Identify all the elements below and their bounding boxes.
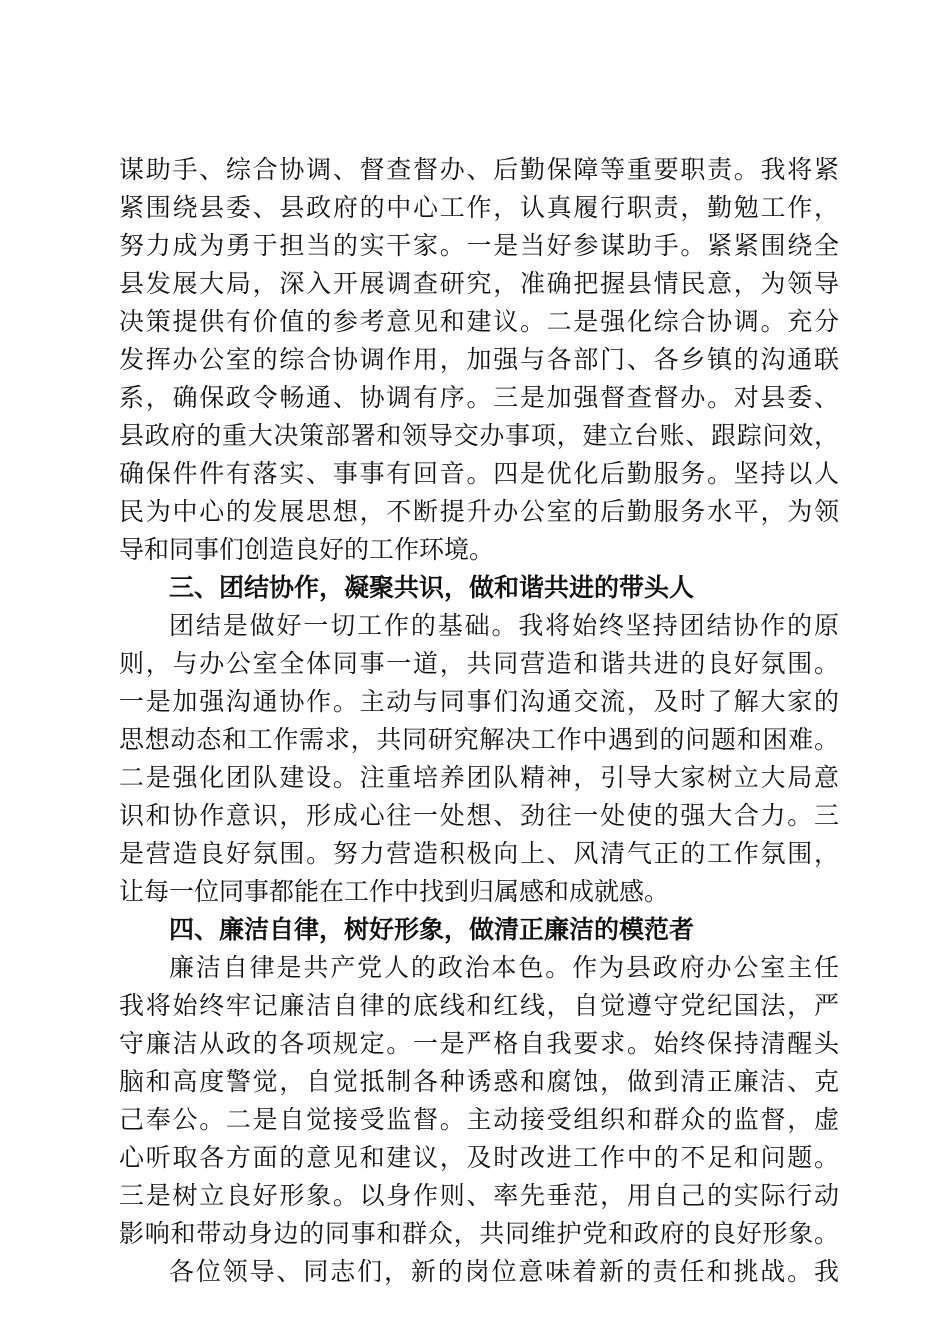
paragraph-line: 三是树立良好形象。以身作则、率先垂范，用自己的实际行动 <box>119 1181 839 1210</box>
paragraph-line: 守廉洁从政的各项规定。一是严格自我要求。始终保持清醒头 <box>119 1029 839 1058</box>
paragraph-line: 确保件件有落实、事事有回音。四是优化后勤服务。坚持以人 <box>119 459 839 488</box>
paragraph-line: 努力成为勇于担当的实干家。一是当好参谋助手。紧紧围绕全 <box>119 231 839 260</box>
paragraph-line: 谋助手、综合协调、督查督办、后勤保障等重要职责。我将紧 <box>119 155 839 184</box>
paragraph-line: 系，确保政令畅通、协调有序。三是加强督查督办。对县委、 <box>119 383 839 412</box>
paragraph-line: 决策提供有价值的参考意见和建议。二是强化综合协调。充分 <box>119 307 839 336</box>
paragraph-line: 我将始终牢记廉洁自律的底线和红线，自觉遵守党纪国法，严 <box>119 991 839 1020</box>
paragraph-line: 各位领导、同志们，新的岗位意味着新的责任和挑战。我 <box>169 1257 839 1286</box>
paragraph-line: 县政府的重大决策部署和领导交办事项，建立台账、跟踪问效， <box>119 421 839 450</box>
section-heading-3: 三、团结协作，凝聚共识，做和谐共进的带头人 <box>169 573 695 602</box>
paragraph-line: 紧围绕县委、县政府的中心工作，认真履行职责，勤勉工作， <box>119 193 839 222</box>
paragraph-line: 二是强化团队建设。注重培养团队精神，引导大家树立大局意 <box>119 763 839 792</box>
paragraph-line: 脑和高度警觉，自觉抵制各种诱惑和腐蚀，做到清正廉洁、克 <box>119 1067 839 1096</box>
paragraph-line: 则，与办公室全体同事一道，共同营造和谐共进的良好氛围。 <box>119 649 839 678</box>
paragraph-line: 是营造良好氛围。努力营造积极向上、风清气正的工作氛围， <box>119 839 839 868</box>
paragraph-line: 廉洁自律是共产党人的政治本色。作为县政府办公室主任 <box>169 953 839 982</box>
paragraph-line: 民为中心的发展思想，不断提升办公室的后勤服务水平，为领 <box>119 497 839 526</box>
paragraph-line: 团结是做好一切工作的基础。我将始终坚持团结协作的原 <box>169 611 839 640</box>
paragraph-line: 影响和带动身边的同事和群众，共同维护党和政府的良好形象。 <box>119 1219 839 1248</box>
paragraph-line: 识和协作意识，形成心往一处想、劲往一处使的强大合力。三 <box>119 801 839 830</box>
section-heading-4: 四、廉洁自律，树好形象，做清正廉洁的模范者 <box>169 915 695 944</box>
paragraph-line: 让每一位同事都能在工作中找到归属感和成就感。 <box>119 877 670 906</box>
paragraph-line: 己奉公。二是自觉接受监督。主动接受组织和群众的监督，虚 <box>119 1105 839 1134</box>
paragraph-line: 思想动态和工作需求，共同研究解决工作中遇到的问题和困难。 <box>119 725 839 754</box>
paragraph-line: 一是加强沟通协作。主动与同事们沟通交流，及时了解大家的 <box>119 687 839 716</box>
paragraph-line: 导和同事们创造良好的工作环境。 <box>119 535 495 564</box>
paragraph-line: 发挥办公室的综合协调作用，加强与各部门、各乡镇的沟通联 <box>119 345 839 374</box>
paragraph-line: 县发展大局，深入开展调查研究，准确把握县情民意，为领导 <box>119 269 839 298</box>
paragraph-line: 心听取各方面的意见和建议，及时改进工作中的不足和问题。 <box>119 1143 839 1172</box>
